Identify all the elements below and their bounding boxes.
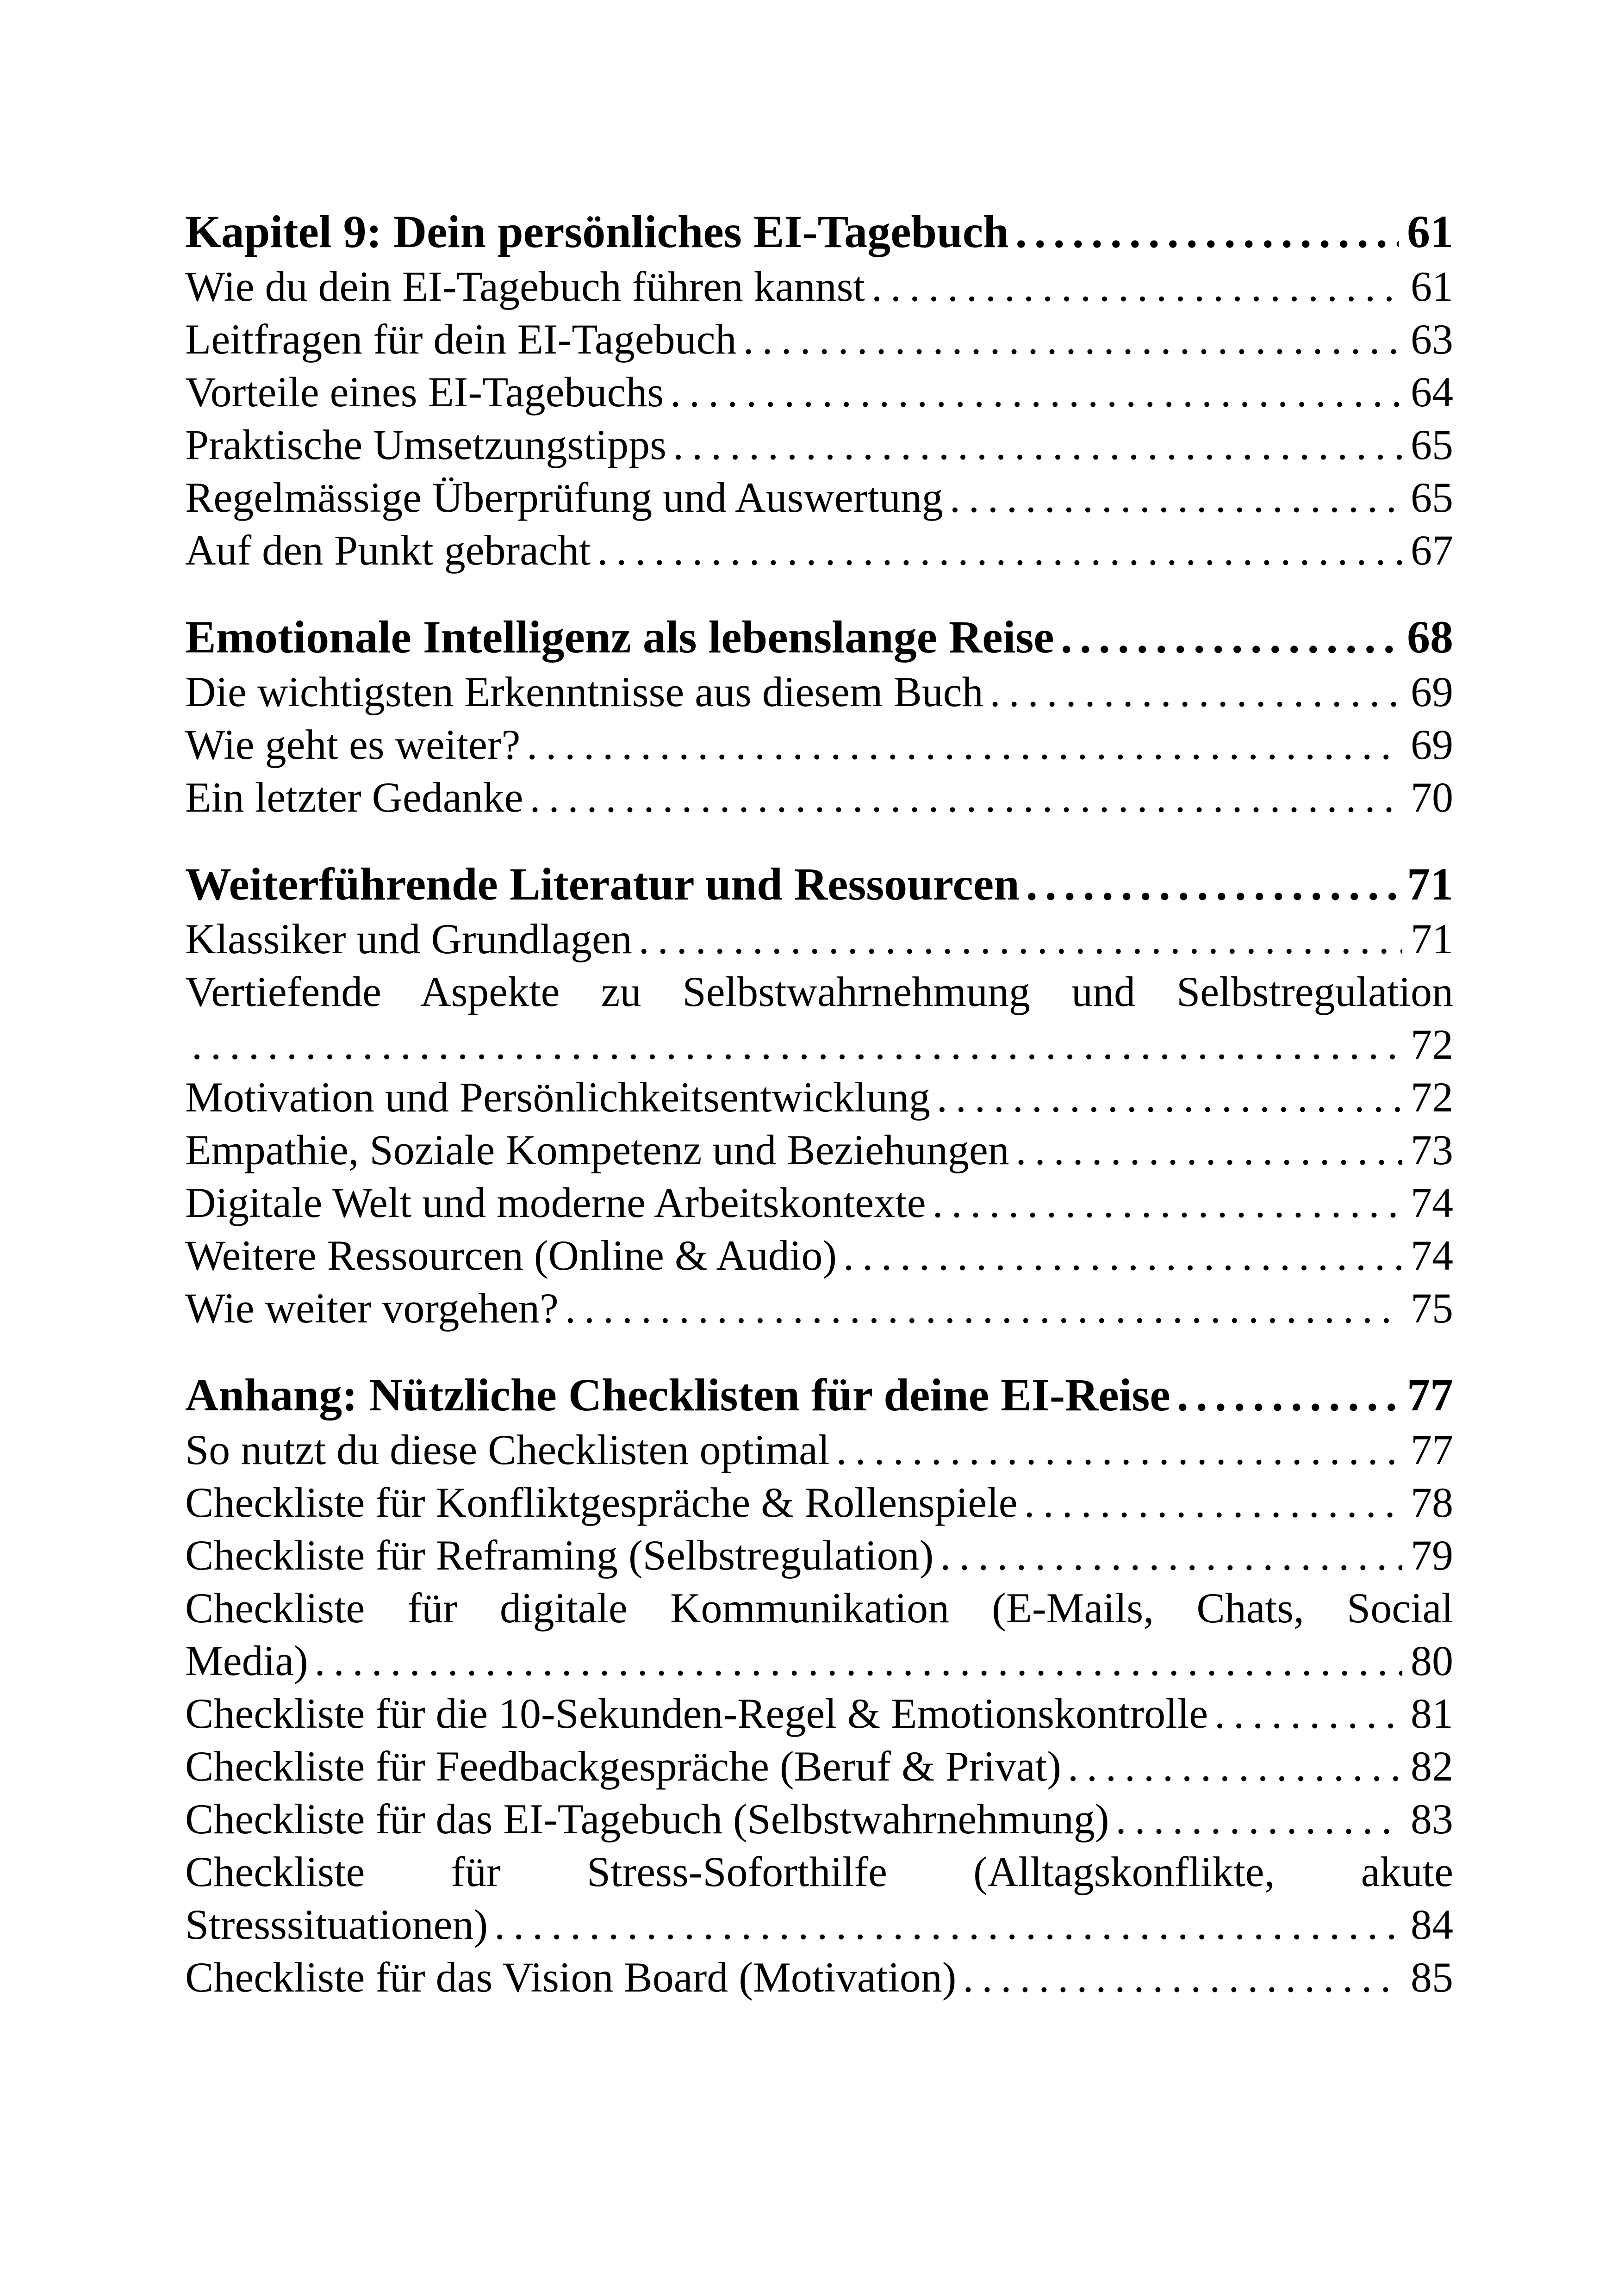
page-number: 77 [1411,1426,1453,1473]
toc-entry-row [185,1529,1453,1582]
toc-entry-text: Motivation und Persönlichkeitsentwicklung [185,1074,930,1121]
page-number: 78 [1411,1479,1453,1526]
dot-leader [527,718,1402,771]
toc-heading-row [185,204,1453,260]
toc-entry-text: Empathie, Soziale Kompetenz und Beziehungen [185,1126,1009,1173]
toc-heading-row [185,856,1453,912]
page-number: 82 [1411,1743,1453,1790]
toc-entry-text: Media) [185,1637,308,1684]
toc-entry-row [185,313,1453,366]
dot-leader [1177,1367,1399,1423]
dot-leader [565,1282,1402,1334]
toc-entry-text: Wie geht es weiter? [185,721,521,768]
toc-entry-text: Wie weiter vorgehen? [185,1285,559,1332]
toc-entry-text: Checkliste für das Vision Board (Motivation) [185,1954,957,2001]
dot-leader [192,1018,1402,1071]
toc-section [185,609,1453,824]
toc-entry-row [185,1123,1453,1176]
toc-entry-text: Wie du dein EI-Tagebuch führen kannst [185,263,865,310]
dot-leader [743,313,1402,366]
toc-entry-row [185,1282,1453,1334]
toc-entry-text: Auf den Punkt gebracht [185,527,591,574]
page-number: 71 [1407,858,1453,910]
toc-entry-row [185,1018,1453,1071]
toc-entry-text: Praktische Umsetzungstipps [185,421,666,468]
toc-entry-text: Weitere Ressourcen (Online & Audio) [185,1232,837,1279]
page-number: 84 [1411,1901,1453,1948]
page-number: 69 [1411,721,1453,768]
toc-entry-text: Die wichtigsten Erkenntnisse aus diesem Buch [185,668,983,715]
dot-leader [937,1071,1402,1123]
toc-entry-text: Regelmässige Überprüfung und Auswertung [185,474,943,521]
page-number: 79 [1411,1532,1453,1579]
dot-leader [673,418,1402,471]
toc-entry-row [185,1176,1453,1229]
toc-entry-row [185,1229,1453,1282]
dot-leader [836,1423,1402,1476]
page-number: 71 [1411,915,1453,962]
toc-entry-row [185,1898,1453,1951]
toc-entry-row [185,1476,1453,1529]
dot-leader [871,260,1402,313]
toc-entry-row [185,718,1453,771]
dot-leader [1214,1687,1402,1740]
toc-entry-row [185,1740,1453,1793]
page-number: 61 [1411,263,1453,310]
toc-entry-text: Checkliste für Reframing (Selbstregulation) [185,1532,934,1579]
toc-entry-row [185,771,1453,824]
toc-heading-text: Kapitel 9: Dein persönliches EI-Tagebuch [185,206,1009,257]
dot-leader [940,1529,1402,1582]
toc-entry-row [185,1423,1453,1476]
page-number: 81 [1411,1690,1453,1737]
dot-leader [639,912,1402,965]
toc-entry-row [185,912,1453,965]
page-number: 74 [1411,1179,1453,1226]
dot-leader [1068,1740,1402,1793]
dot-leader [530,771,1402,824]
toc-entry-wrapped-line: Checkliste für digitale Kommunikation (E-Mails, Chats, Social [185,1584,1453,1632]
page-number: 75 [1411,1285,1453,1332]
page-number: 61 [1407,206,1453,257]
toc-entry-text: Vorteile eines EI-Tagebuchs [185,368,664,416]
toc-section [185,1367,1453,2004]
toc-entry-wrapped-line: Checkliste für Stress-Soforthilfe (Alltagskonflikte, akute [185,1848,1453,1895]
toc-entry-row [185,665,1453,718]
toc-entry-text: Checkliste für das EI-Tagebuch (Selbstwahrnehmung) [185,1795,1109,1843]
toc-entry-text: Stresssituationen) [185,1901,488,1948]
table-of-contents [185,204,1453,2004]
toc-heading-row [185,1367,1453,1423]
page-number: 80 [1411,1637,1453,1684]
toc-entry-row [185,1634,1453,1687]
toc-entry-row [185,1687,1453,1740]
toc-entry-row [185,1793,1453,1845]
dot-leader [843,1229,1402,1282]
page-number: 70 [1411,774,1453,821]
dot-leader [950,471,1402,524]
page-number: 67 [1411,527,1453,574]
toc-entry-text: Checkliste für Konfliktgespräche & Rollenspiele [185,1479,1018,1526]
page-number: 72 [1411,1021,1453,1068]
toc-entry-row [185,260,1453,313]
toc-entry-row [185,471,1453,524]
toc-entry-row [185,418,1453,471]
toc-section [185,856,1453,1334]
toc-entry-text: So nutzt du diese Checklisten optimal [185,1426,830,1473]
toc-section [185,204,1453,577]
toc-entry-text: Checkliste für die 10-Sekunden-Regel & Emotionskontrolle [185,1690,1208,1737]
dot-leader [1024,1476,1402,1529]
dot-leader [1026,856,1399,912]
page-number: 64 [1411,368,1453,416]
dot-leader [933,1176,1402,1229]
page-number: 83 [1411,1795,1453,1843]
toc-entry-text: Klassiker und Grundlagen [185,915,632,962]
page-number: 77 [1407,1369,1453,1421]
toc-entry-text: Checkliste für Feedbackgespräche (Beruf & Privat) [185,1743,1061,1790]
dot-leader [1116,1793,1402,1845]
page-number: 85 [1411,1954,1453,2001]
toc-entry-text: Ein letzter Gedanke [185,774,523,821]
toc-heading-row [185,609,1453,665]
dot-leader [315,1634,1402,1687]
toc-entry-text: Digitale Welt und moderne Arbeitskontexte [185,1179,926,1226]
toc-entry-row [185,1951,1453,2004]
dot-leader [494,1898,1402,1951]
dot-leader [1061,609,1399,665]
dot-leader [1016,1123,1402,1176]
page-number: 65 [1411,421,1453,468]
page-number: 69 [1411,668,1453,715]
page-number: 68 [1407,611,1453,663]
toc-entry-wrapped-line: Vertiefende Aspekte zu Selbstwahrnehmung und Selbstregulation [185,968,1453,1015]
toc-entry-row [185,1071,1453,1123]
toc-heading-text: Weiterführende Literatur und Ressourcen [185,858,1020,910]
dot-leader [963,1951,1402,2004]
toc-entry-text: Leitfragen für dein EI-Tagebuch [185,316,737,363]
page-number: 72 [1411,1074,1453,1121]
dot-leader [670,366,1402,418]
dot-leader [1015,204,1399,260]
toc-entry-row [185,366,1453,418]
page-number: 73 [1411,1126,1453,1173]
page-number: 65 [1411,474,1453,521]
dot-leader [597,524,1402,577]
page-number: 63 [1411,316,1453,363]
page-number: 74 [1411,1232,1453,1279]
dot-leader [990,665,1402,718]
toc-entry-row [185,524,1453,577]
toc-heading-text: Emotionale Intelligenz als lebenslange Reise [185,611,1054,663]
toc-heading-text: Anhang: Nützliche Checklisten für deine EI-Reise [185,1369,1170,1421]
